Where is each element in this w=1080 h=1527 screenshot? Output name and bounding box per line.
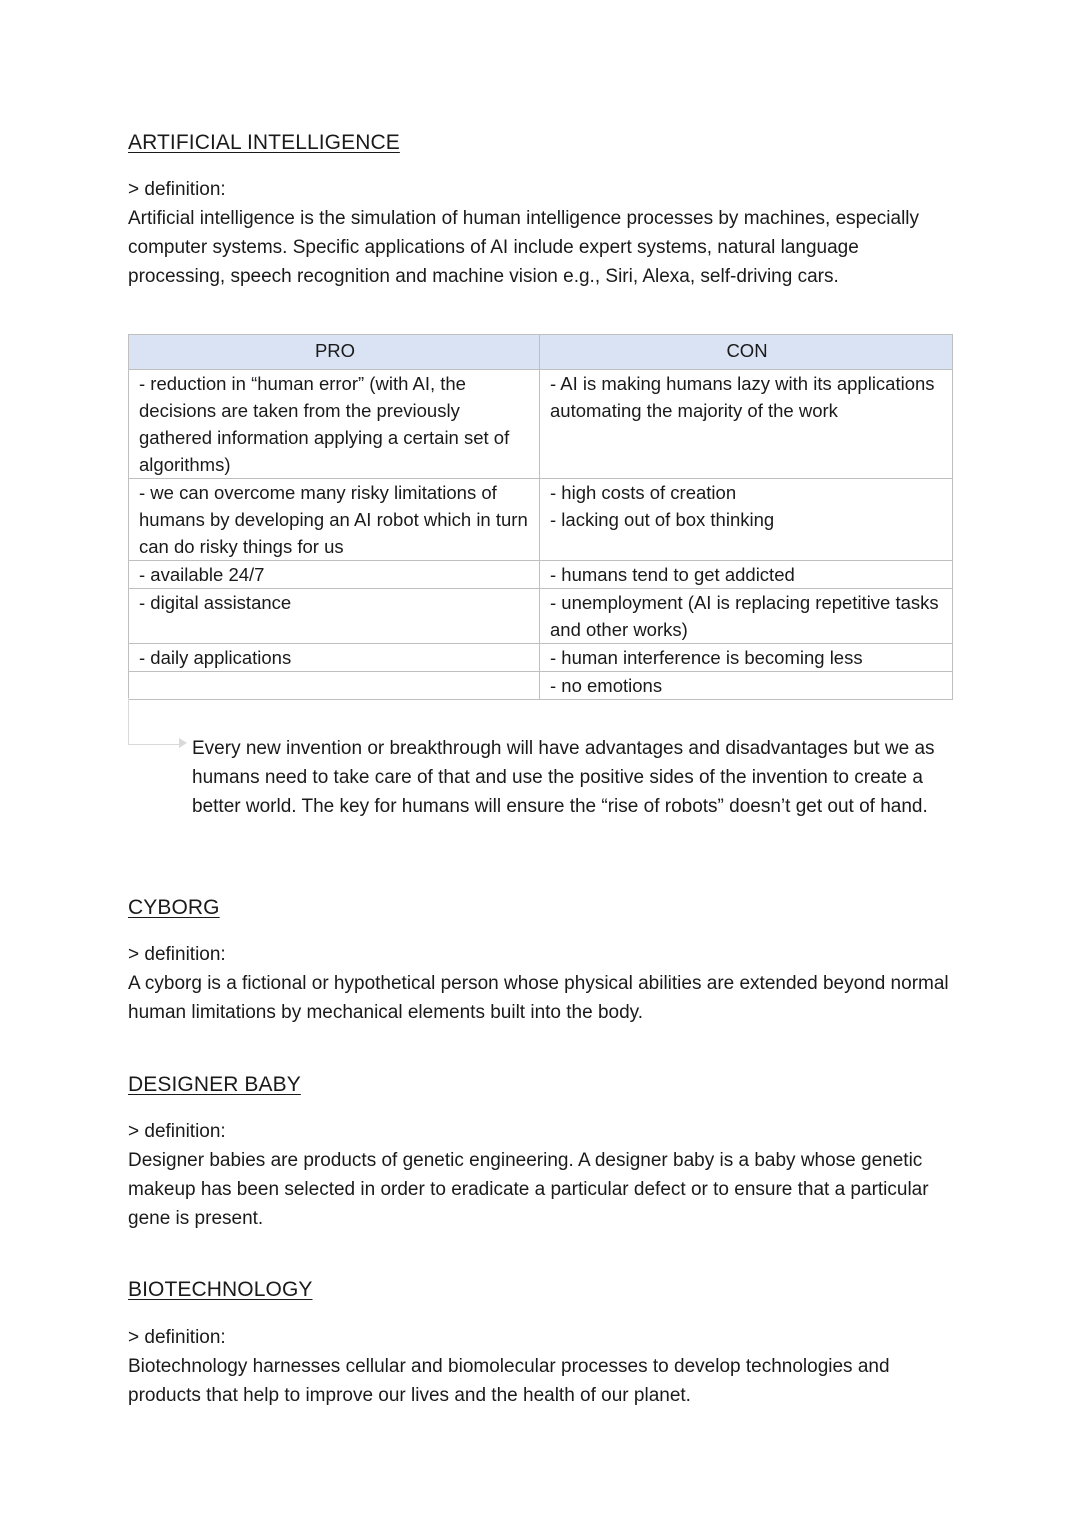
con-item: - lacking out of box thinking — [550, 509, 775, 530]
con-item: - humans tend to get addicted — [550, 564, 795, 585]
designer-baby-definition-label: > definition: — [128, 1121, 226, 1142]
arrow-right-icon — [179, 738, 187, 748]
con-cell — [540, 479, 953, 561]
con-header: CON — [540, 335, 953, 370]
conclusion-text: Every new invention or breakthrough will have advantages and disadvantages but we as humans need to take care of that and use the positive sides of the invention to create a better world. The key for humans will ensure the “rise of robots” doesn’t get out of hand. — [192, 738, 935, 817]
con-cell — [540, 561, 953, 589]
con-item: - AI is making humans lazy with its applications automating the majority of the work — [550, 373, 935, 421]
table-row — [129, 370, 953, 479]
biotechnology-definition-text: Biotechnology harnesses cellular and biomolecular processes to develop technologies and products that help to improve our lives and the health of our planet. — [128, 1356, 890, 1406]
biotechnology-heading: BIOTECHNOLOGY — [128, 1278, 313, 1301]
cyborg-definition-label: > definition: — [128, 944, 226, 965]
pro-cell — [129, 589, 540, 644]
pro-header: PRO — [129, 335, 540, 370]
cyborg-definition-text: A cyborg is a fictional or hypothetical person whose physical abilities are extended beyond normal human limitations by mechanical elements built into the body. — [128, 973, 949, 1023]
ai-definition-label: > definition: — [128, 179, 226, 200]
pro-item: - available 24/7 — [139, 564, 265, 585]
table-row — [129, 589, 953, 644]
pro-item: - reduction in “human error” (with AI, the decisions are taken from the previously gathered information applying a certain set of algorithms) — [139, 373, 510, 475]
table-row — [129, 479, 953, 561]
pro-item: - daily applications — [139, 647, 292, 668]
con-cell — [540, 644, 953, 672]
ai-definition-text: Artificial intelligence is the simulation of human intelligence processes by machines, especially computer systems. Specific applications of AI include expert systems, natural language processing, speech recognition and machine vision e.g., Siri, Alexa, self-driving cars. — [128, 208, 920, 287]
con-item: - no emotions — [550, 675, 663, 696]
pro-con-table — [128, 334, 953, 700]
table-header-row — [129, 335, 953, 370]
cyborg-heading: CYBORG — [128, 896, 220, 919]
pro-cell — [129, 479, 540, 561]
ai-heading: ARTIFICIAL INTELLIGENCE — [128, 131, 400, 154]
designer-baby-heading: DESIGNER BABY — [128, 1073, 301, 1096]
con-cell — [540, 589, 953, 644]
designer-baby-definition-text: Designer babies are products of genetic engineering. A designer baby is a baby whose genetic makeup has been selected in order to eradicate a particular defect or to ensure that a particular gene is present. — [128, 1150, 929, 1229]
con-item: - high costs of creation — [550, 482, 737, 503]
pro-item: - we can overcome many risky limitations of humans by developing an AI robot which in turn can do risky things for us — [139, 482, 528, 557]
con-item: - unemployment (AI is replacing repetitive tasks and other works) — [550, 592, 939, 640]
pro-cell — [129, 644, 540, 672]
pro-item: - digital assistance — [139, 592, 292, 613]
table-row — [129, 644, 953, 672]
biotechnology-definition-label: > definition: — [128, 1327, 226, 1348]
con-item: - human interference is becoming less — [550, 647, 863, 668]
con-cell — [540, 672, 953, 700]
connector-line — [128, 698, 181, 745]
table-row — [129, 672, 953, 700]
pro-cell — [129, 370, 540, 479]
con-cell — [540, 370, 953, 479]
pro-cell — [129, 561, 540, 589]
table-row — [129, 561, 953, 589]
pro-cell — [129, 672, 540, 700]
